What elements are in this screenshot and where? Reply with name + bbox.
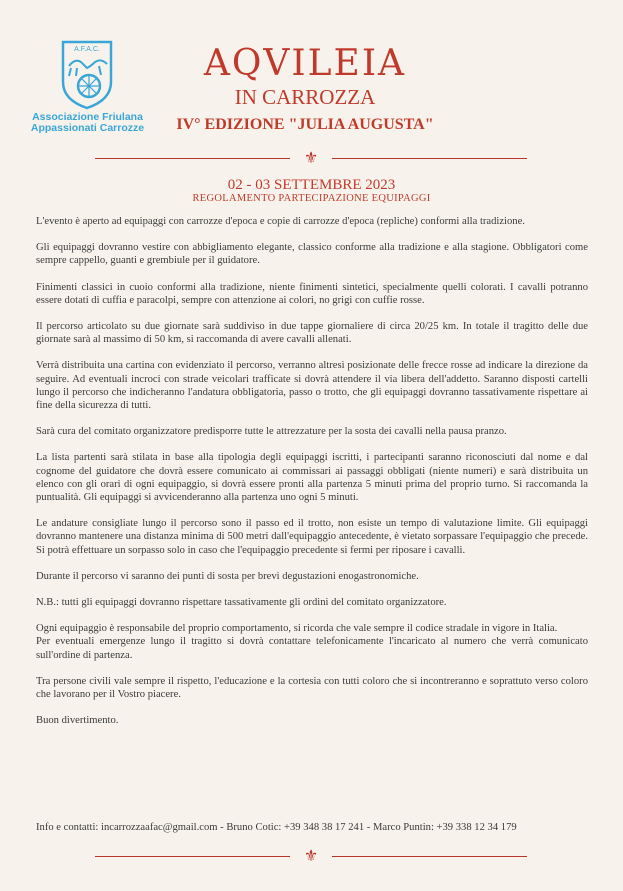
logo-badge-text: A.F.A.C. [74,46,100,53]
page-subtitle: IN CARROZZA [234,85,376,109]
paragraph: Gli equipaggi dovranno vestire con abbigliamento elegante, classico conforme alla tradizione e alla stagione. Obbligatori come sempre cappello, guanti e grembiule per il guidatore. [36,242,588,267]
divider-line-left [95,158,290,159]
contact-info: Info e contatti: incarrozzaafac@gmail.com - Bruno Cotic: +39 348 38 17 241 - Marco Puntin: +39 338 12 34 179 [36,822,517,833]
paragraph: Durante il percorso vi saranno dei punti di sosta per brevi degustazioni enogastronomiche. [36,570,419,582]
paragraph: Ogni equipaggio è responsabile del proprio comportamento, si ricorda che vale sempre il codice stradale in vigore in Italia. Per eventuali emergenze lungo il tragitto si dovrà contattare telefonicamente l'incaricato al numero che verrà comunicato sull'ordine di partenza. [36,623,588,661]
page-title: AQVILEIA [203,43,407,84]
paragraph: Buon divertimento. [36,715,119,727]
carriage-icon [55,38,119,110]
divider-line-right [332,856,527,857]
paragraph: Le andature consigliate lungo il percorso sono il passo ed il trotto, non esiste un tempo di valutazione limite. Gli equipaggi dovranno mantenere una distanza minima di 500 metri dall'equipaggio antecedente, è vietato sorpassare l'equipaggio che precede. Si potrà effettuare un sorpasso solo in caso che l'equipaggio precedente si fermi per riposare i cavalli. [36,518,588,556]
divider-line-right [332,158,527,159]
paragraph: Tra persone civili vale sempre il rispetto, l'educazione e la cortesia con tutti coloro che si incontreranno e soprattuto verso coloro che lavorano per il Vostro piacere. [36,675,588,701]
title-block [170,45,440,135]
paragraph: N.B.: tutti gli equipaggi dovranno rispettare tassativamente gli ordini del comitato organizzatore. [36,597,447,609]
paragraph: Il percorso articolato su due giornate sarà suddiviso in due tappe giornaliere di circa 20/25 km. In totale il tragitto delle due giornate sarà al massimo di 50 km, si raccomanda di avere cavalli allenati. [36,321,588,346]
top-divider [95,150,527,168]
logo-text [30,112,145,134]
logo-line2: Appassionati Carrozze [30,122,145,134]
bottom-divider [95,848,527,866]
regulation-body [36,215,588,740]
fleur-de-lis-icon: ⚜ [303,848,319,865]
paragraph: Verrà distribuita una cartina con evidenziato il percorso, verranno altresì posizionate delle frecce rosse ad indicare la direzione da seguire. Ad eventuali incroci con strade veicolari trafficate si dovrà attendere il via libera dell'addetto. Saranno disposti cartelli lungo il percorso che indicheranno l'andatura obbligatoria, passo o trotto, che gli equipaggi dovranno tassativamente rispettare ai fine della sicurezza di tutti. [36,360,588,412]
event-date: 02 - 03 SETTEMBRE 2023 [227,177,396,193]
paragraph: Finimenti classici in cuoio conformi alla tradizione, niente finimenti sintetici, specialmente quelli colorati. I cavalli potranno essere dotati di cuffia e paracolpi, sempre con attenzione ai colori, no grigi con cuffie rosse. [36,281,588,306]
paragraph: L'evento è aperto ad equipaggi con carrozze d'epoca e copie di carrozze d'epoca (repliche) conformi alla tradizione. [36,216,525,227]
regulation-title: REGOLAMENTO PARTECIPAZIONE EQUIPAGGI [192,193,431,204]
logo-line1: Associazione Friulana [32,111,143,123]
association-logo [30,38,145,138]
paragraph: La lista partenti sarà stilata in base alla tipologia degli equipaggi iscritti, i partecipanti saranno riconosciuti dal nome e dal cognome del guidatore che dovrà essere comunicato ai commissari ai passaggi obbligati (niente numeri) e sarà distribuita un elenco con gli orari di ogni equipaggio, si dovrà essere pronti alla partenza 5 minuti prima del proprio turno. Si raccomanda la puntualità. Gli equipaggi si avvicenderanno alla partenza uno ogni 5 minuti. [36,452,588,504]
fleur-de-lis-icon: ⚜ [303,150,319,167]
paragraph: Sarà cura del comitato organizzatore predisporre tutte le attrezzature per la sosta dei cavalli nella pausa pranzo. [36,426,507,438]
edition-label: IV° EDIZIONE "JULIA AUGUSTA" [176,116,434,133]
divider-line-left [95,856,290,857]
